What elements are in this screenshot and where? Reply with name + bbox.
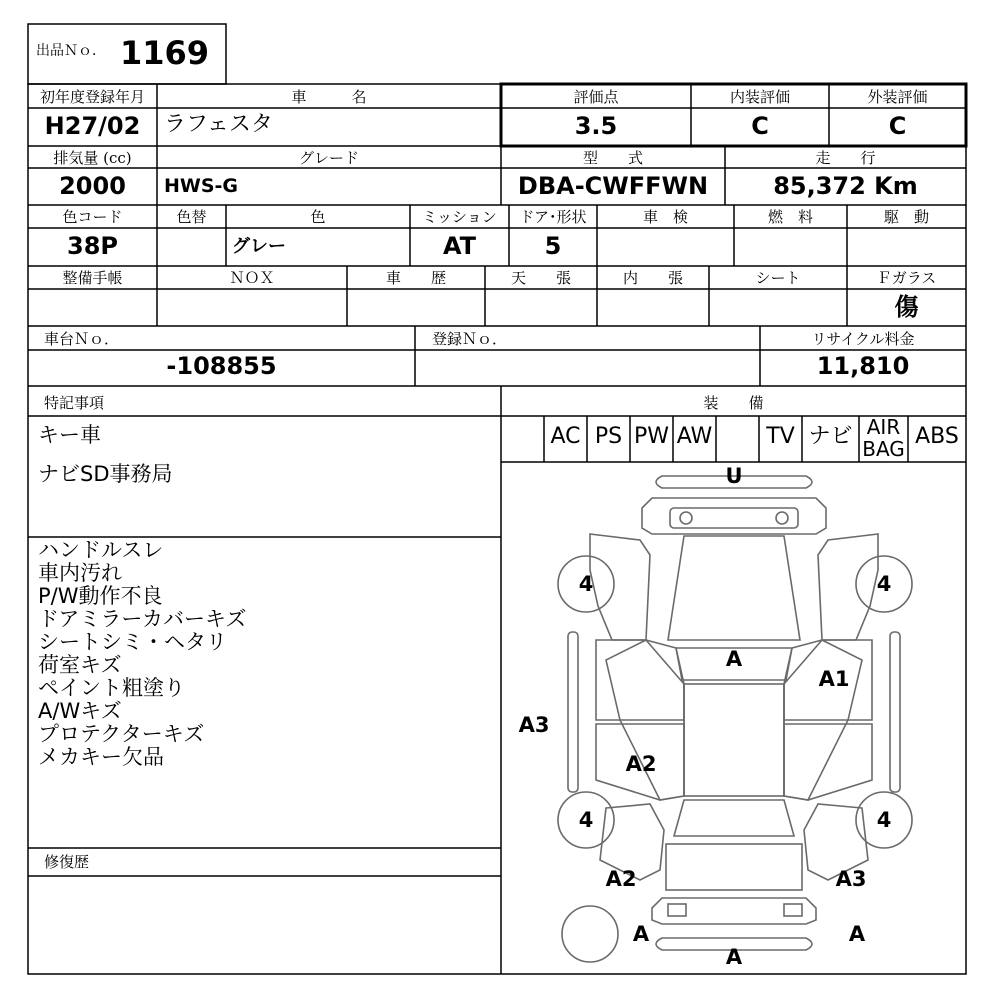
grade-label: グレード xyxy=(298,149,359,167)
chassis-label: 車台Ｎｏ． xyxy=(44,330,120,348)
remark-top-1: キー車 xyxy=(38,423,101,447)
remark-list-1: ハンドルスレ xyxy=(38,538,164,562)
remark-top-2: ナビSD事務局 xyxy=(38,462,173,486)
ceiling-label: 天 張 xyxy=(510,269,571,287)
model-label: 型 式 xyxy=(582,149,643,167)
displacement-label: 排気量 (cc) xyxy=(53,149,132,167)
equipment-label: 装 備 xyxy=(703,394,764,412)
maintenance-label: 整備手帳 xyxy=(62,269,123,287)
equip-navi: ナビ xyxy=(808,424,853,449)
equip-ac: AC xyxy=(550,424,581,449)
mark-hood: A xyxy=(725,647,743,671)
remark-list-8: A/Wキズ xyxy=(38,699,122,723)
mark-rear-left: A2 xyxy=(605,867,637,891)
first-reg-value: H27/02 xyxy=(44,112,141,140)
lot-number: 1169 xyxy=(120,34,210,72)
color-value: グレー xyxy=(232,236,286,257)
lot-label: 出品Ｎｏ． xyxy=(36,43,106,59)
remark-list-9: プロテクターキズ xyxy=(38,722,205,746)
car-name-value: ラフェスタ xyxy=(164,112,273,137)
equip-tv: TV xyxy=(766,424,795,449)
mark-bumper-left: A xyxy=(632,922,650,946)
exterior-label: 外装評価 xyxy=(867,88,928,106)
exterior-value: C xyxy=(888,112,907,140)
inspection-label: 車 検 xyxy=(642,208,688,226)
fglass-value: 傷 xyxy=(894,292,919,321)
mileage-label: 走 行 xyxy=(815,149,876,167)
color-code-value: 38P xyxy=(67,232,118,260)
equip-airbag-line2: BAG xyxy=(862,437,905,461)
mark-left-door: A2 xyxy=(625,752,657,776)
mark-bumper-bottom: A xyxy=(725,945,743,969)
mission-label: ミッション xyxy=(422,208,497,226)
mark-tire-rr: 4 xyxy=(876,808,892,832)
interior-value: C xyxy=(751,112,769,140)
model-value: DBA-CWFFWN xyxy=(517,172,709,200)
equip-abs: ABS xyxy=(915,424,959,449)
drive-label: 駆 動 xyxy=(883,208,929,226)
nox-label: ＮＯＸ xyxy=(229,269,275,287)
color-code-label: 色コード xyxy=(62,208,123,226)
history-label: 車 歴 xyxy=(385,269,446,287)
mark-front-right: A1 xyxy=(818,667,850,691)
mileage-value: 85,372 Km xyxy=(773,172,918,200)
color-label: 色 xyxy=(310,208,326,226)
car-name-label: 車 名 xyxy=(291,88,367,106)
remark-list-3: P/W動作不良 xyxy=(38,584,163,608)
remarks-label: 特記事項 xyxy=(44,394,105,412)
recolor-label: 色替 xyxy=(176,208,207,226)
mark-u: U xyxy=(725,464,743,488)
remark-list-7: ペイント粗塗り xyxy=(38,676,185,700)
seat-label: シート xyxy=(755,269,801,287)
fuel-label: 燃 料 xyxy=(767,208,813,226)
equip-airbag-line1: AIR xyxy=(866,415,901,439)
displacement-value: 2000 xyxy=(59,172,126,200)
equip-pw: PW xyxy=(633,424,670,449)
mark-tire-rl: 4 xyxy=(578,808,594,832)
remark-list-10: メカキー欠品 xyxy=(38,745,164,769)
mark-bumper-right: A xyxy=(848,922,866,946)
mission-value: AT xyxy=(442,232,477,260)
door-label: ドア･形状 xyxy=(519,208,587,226)
remark-list-4: ドアミラーカバーキズ xyxy=(38,607,247,631)
recycle-label: リサイクル料金 xyxy=(811,330,915,348)
fglass-label: Ｆガラス xyxy=(876,269,937,287)
repair-history-label: 修復歴 xyxy=(44,853,90,871)
grade-value: HWS-G xyxy=(164,175,239,197)
door-value: 5 xyxy=(544,232,562,260)
score-value: 3.5 xyxy=(574,112,618,140)
reg-no-label: 登録Ｎｏ． xyxy=(432,330,508,348)
mark-tire-fl: 4 xyxy=(578,572,594,596)
remark-list-2: 車内汚れ xyxy=(38,561,122,585)
mark-tire-fr: 4 xyxy=(876,572,892,596)
mark-left-side: A3 xyxy=(518,713,550,737)
first-reg-label: 初年度登録年月 xyxy=(39,88,145,106)
chassis-value: -108855 xyxy=(166,352,277,380)
remark-list-5: シートシミ・ヘタリ xyxy=(38,630,227,654)
equip-aw: AW xyxy=(676,424,713,449)
score-label: 評価点 xyxy=(573,88,619,106)
remark-list-6: 荷室キズ xyxy=(38,653,122,677)
interior-label: 内装評価 xyxy=(729,88,790,106)
interior-trim-label: 内 張 xyxy=(622,269,683,287)
recycle-value: 11,810 xyxy=(816,352,910,380)
mark-rear-right: A3 xyxy=(835,867,867,891)
equip-ps: PS xyxy=(594,424,623,449)
